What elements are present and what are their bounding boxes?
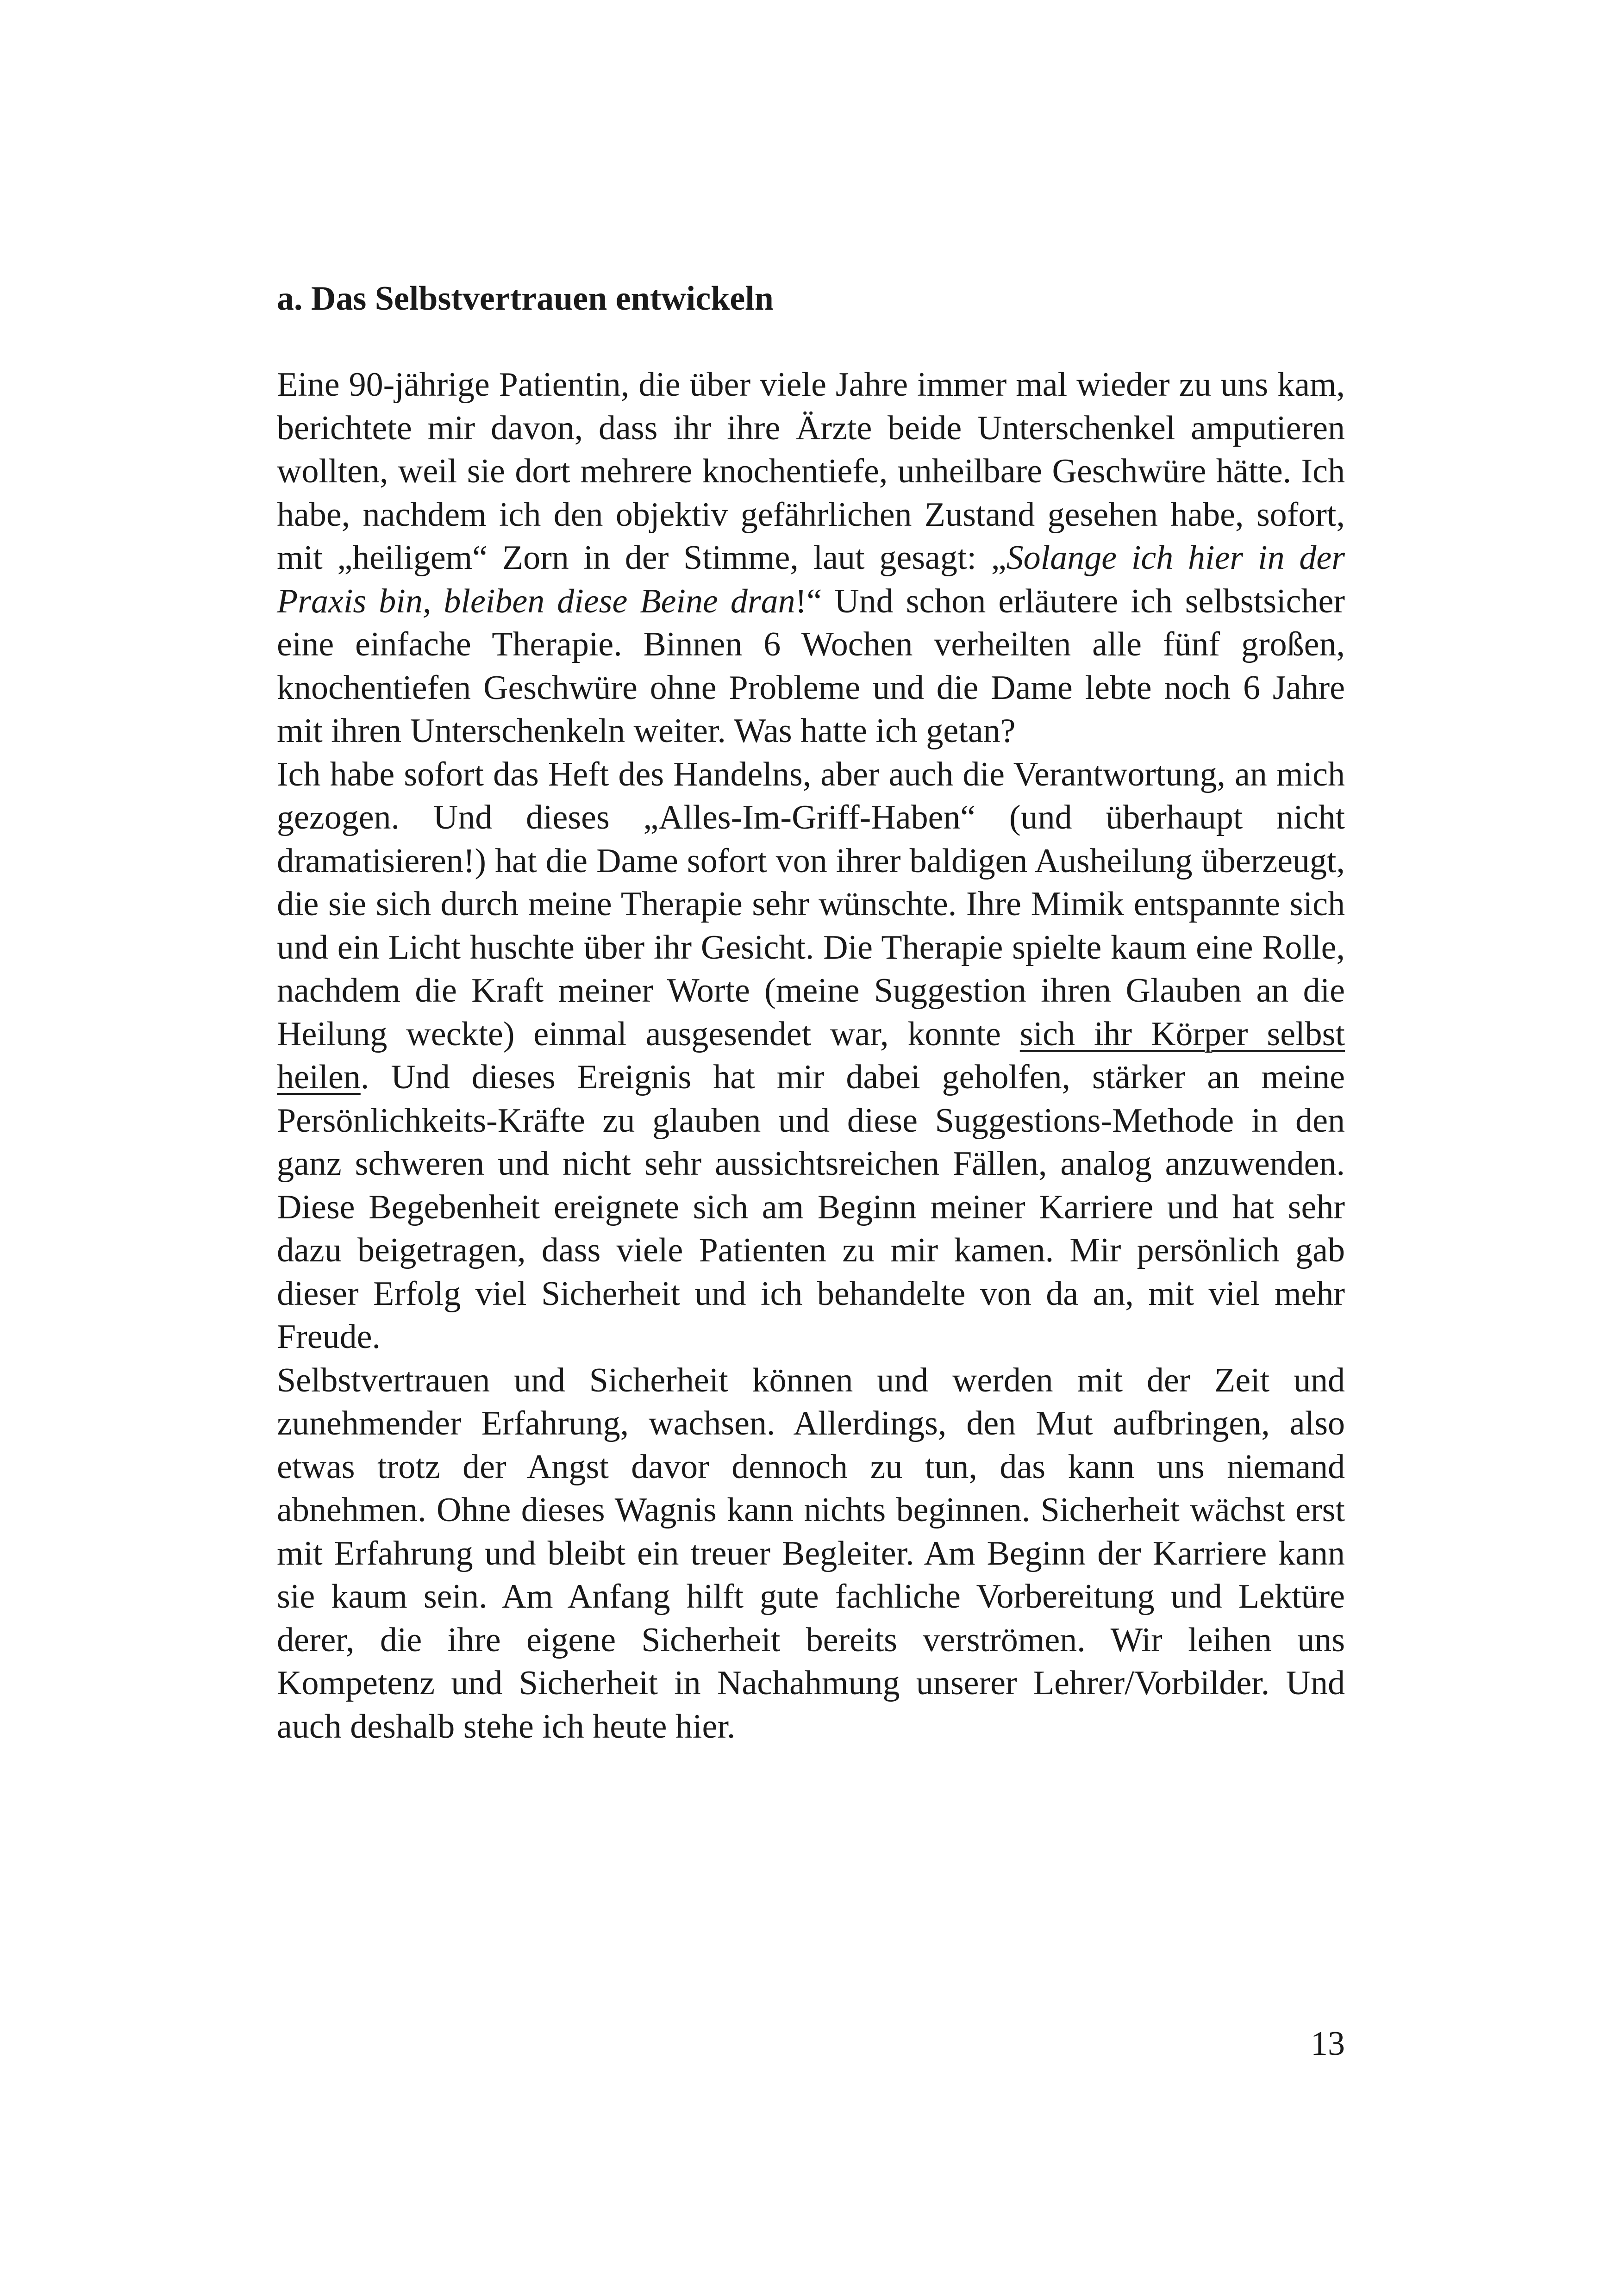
body-text: [277, 363, 1345, 1748]
paragraph-1-quote: Solange ich hier in der Praxis bin, bleiben diese Beine dran: [277, 539, 1345, 620]
paragraph-2: [277, 753, 1345, 1359]
section-heading: a. Das Selbstvertrauen entwickeln: [277, 280, 774, 318]
paragraph-2-after: . Und dieses Ereignis hat mir dabei geholfen, stärker an meine Persönlichkeits-Kräfte zu glauben und diese Suggestions-Methode in den ganz schweren und nicht sehr aussichtsreichen Fällen, analog anzuwenden. Diese Begebenheit ereignete sich am Beginn meiner Karriere und hat sehr dazu beigetragen, dass viele Patienten zu mir kamen. Mir persönlich gab dieser Erfolg viel Sicherheit und ich behandelte von da an, mit viel mehr Freude.: [277, 1058, 1345, 1356]
paragraph-1-intro: Eine 90-jährige Patientin, die über viele Jahre immer mal wieder zu uns kam, berichtete mir davon, dass ihr ihre Ärzte beide Unterschenkel amputieren wollten, weil sie dort mehrere knochentiefe, unheilbare Geschwüre hätte. Ich habe, nachdem ich den objektiv gefährlichen Zustand gesehen habe, sofort, mit „heiligem“ Zorn in der Stimme, laut gesagt: „: [277, 366, 1345, 577]
page-number: 13: [1311, 2025, 1345, 2063]
paragraph-2-underlined: sich ihr Körper selbst heilen: [277, 1015, 1345, 1096]
paragraph-2-before: Ich habe sofort das Heft des Handelns, aber auch die Verantwortung, an mich gezogen. Und dieses „Alles-Im-Griff-Haben“ (und überhaupt nicht dramatisieren!) hat die Dame sofort von ihrer baldigen Ausheilung überzeugt, die sie sich durch meine Therapie sehr wünschte. Ihre Mimik entspannte sich und ein Licht huschte über ihr Gesicht. Die Therapie spielte kaum eine Rolle, nachdem die Kraft meiner Worte (meine Suggestion ihren Glauben an die Heilung weckte) einmal ausgesendet war, konnte: [277, 755, 1345, 1053]
paragraph-1-outro: !“ Und schon erläutere ich selbstsicher eine einfache Therapie. Binnen 6 Wochen verheilten alle fünf großen, knochentiefen Geschwüre ohne Probleme und die Dame lebte noch 6 Jahre mit ihren Unterschenkeln weiter. Was hatte ich getan?: [277, 582, 1345, 750]
paragraph-3: Selbstvertrauen und Sicherheit können und werden mit der Zeit und zunehmender Erfahrung, wachsen. Allerdings, den Mut aufbringen, also etwas trotz der Angst davor dennoch zu tun, das kann uns niemand abnehmen. Ohne dieses Wagnis kann nichts beginnen. Sicherheit wächst erst mit Erfahrung und bleibt ein treuer Begleiter. Am Beginn der Karriere kann sie kaum sein. Am Anfang hilft gute fachliche Vorbereitung und Lektüre derer, die ihre eigene Sicherheit bereits verströmen. Wir leihen uns Kompetenz und Sicherheit in Nachahmung unserer Lehrer/Vorbilder. Und auch deshalb stehe ich heute hier.: [277, 1361, 1345, 1746]
paragraph-1: [277, 363, 1345, 753]
